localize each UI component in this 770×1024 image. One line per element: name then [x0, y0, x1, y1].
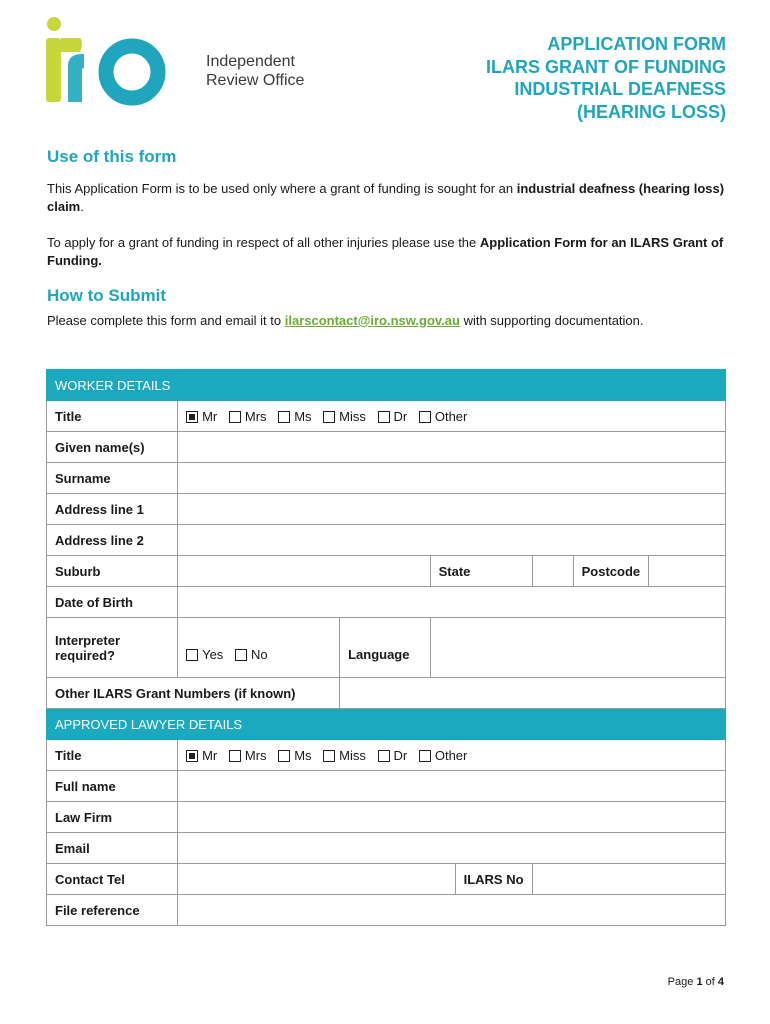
worker-title-ms-checkbox[interactable] [278, 411, 290, 423]
ilars-no-field[interactable] [532, 864, 725, 895]
surname-label: Surname [47, 463, 178, 494]
surname-row [47, 463, 726, 494]
address2-row [47, 525, 726, 556]
law-firm-field[interactable] [178, 802, 726, 833]
suburb-field[interactable] [178, 556, 431, 587]
language-field[interactable] [430, 618, 725, 678]
address1-row [47, 494, 726, 525]
application-form-table [46, 369, 726, 926]
full-name-field[interactable] [178, 771, 726, 802]
use-paragraph-2: To apply for a grant of funding in respect of all other injuries please use the Application Form for an ILARS Grant of Funding. [47, 235, 724, 268]
given-name-row [47, 432, 726, 463]
other-grants-field[interactable] [340, 678, 726, 709]
state-label: State [430, 556, 532, 587]
lawyer-title-miss-checkbox[interactable] [323, 750, 335, 762]
lawyer-title-mr-checkbox[interactable] [186, 750, 198, 762]
lawyer-title-ms-checkbox[interactable] [278, 750, 290, 762]
suburb-label: Suburb [47, 556, 178, 587]
lawyer-details-band [47, 709, 726, 740]
interpreter-yes-checkbox[interactable] [186, 649, 198, 661]
dob-row [47, 587, 726, 618]
address2-field[interactable] [178, 525, 726, 556]
lawyer-title-other-checkbox[interactable] [419, 750, 431, 762]
contact-tel-field[interactable] [178, 864, 456, 895]
given-name-label: Given name(s) [47, 432, 178, 463]
law-firm-label: Law Firm [47, 802, 178, 833]
worker-details-heading: WORKER DETAILS [47, 370, 726, 401]
lawyer-title-mrs-checkbox[interactable] [229, 750, 241, 762]
given-name-field[interactable] [178, 432, 726, 463]
worker-title-label: Title [47, 401, 178, 432]
file-ref-row [47, 895, 726, 926]
email-row [47, 833, 726, 864]
suburb-row [47, 556, 726, 587]
interpreter-no-checkbox[interactable] [235, 649, 247, 661]
worker-title-miss-checkbox[interactable] [323, 411, 335, 423]
file-ref-field[interactable] [178, 895, 726, 926]
law-firm-row [47, 802, 726, 833]
lawyer-title-row [47, 740, 726, 771]
interpreter-label: Interpreter required? [47, 618, 178, 678]
lawyer-title-dr-checkbox[interactable] [378, 750, 390, 762]
use-paragraph-1: This Application Form is to be used only where a grant of funding is sought for an industrial deafness (hearing loss) claim. [47, 181, 725, 214]
interpreter-row [47, 618, 726, 678]
language-label: Language [340, 618, 431, 678]
use-heading: Use of this form [47, 147, 177, 166]
worker-title-dr-checkbox[interactable] [378, 411, 390, 423]
address1-field[interactable] [178, 494, 726, 525]
lawyer-title-options: Mr Mrs Ms Miss Dr Other [178, 740, 726, 771]
page-number: Page 1 of 4 [667, 976, 724, 988]
submit-paragraph: Please complete this form and email it to ilarscontact@iro.nsw.gov.au with supporting documentation. [47, 313, 644, 328]
email-label: Email [47, 833, 178, 864]
contact-tel-label: Contact Tel [47, 864, 178, 895]
full-name-label: Full name [47, 771, 178, 802]
form-title: APPLICATION FORM ILARS GRANT OF FUNDING INDUSTRIAL DEAFNESS (HEARING LOSS) [486, 34, 726, 122]
email-link[interactable]: ilarscontact@iro.nsw.gov.au [284, 313, 460, 328]
surname-field[interactable] [178, 463, 726, 494]
file-ref-label: File reference [47, 895, 178, 926]
full-name-row [47, 771, 726, 802]
other-grants-label: Other ILARS Grant Numbers (if known) [47, 678, 340, 709]
worker-title-other-checkbox[interactable] [419, 411, 431, 423]
address2-label: Address line 2 [47, 525, 178, 556]
other-grants-row [47, 678, 726, 709]
dob-field[interactable] [178, 587, 726, 618]
interpreter-options: Yes No [178, 618, 340, 678]
submit-heading: How to Submit [47, 286, 166, 305]
address1-label: Address line 1 [47, 494, 178, 525]
iro-logo [44, 16, 174, 106]
lawyer-details-heading: APPROVED LAWYER DETAILS [47, 709, 726, 740]
worker-title-row [47, 401, 726, 432]
ilars-no-label: ILARS No [455, 864, 532, 895]
state-field[interactable] [532, 556, 573, 587]
email-field[interactable] [178, 833, 726, 864]
lawyer-title-label: Title [47, 740, 178, 771]
dob-label: Date of Birth [47, 587, 178, 618]
postcode-field[interactable] [649, 556, 726, 587]
worker-title-mr-checkbox[interactable] [186, 411, 198, 423]
worker-title-options: Mr Mrs Ms Miss Dr Other [178, 401, 726, 432]
logo-name: Independent Review Office [206, 53, 305, 89]
worker-title-mrs-checkbox[interactable] [229, 411, 241, 423]
worker-details-band [47, 370, 726, 401]
postcode-label: Postcode [573, 556, 649, 587]
contact-tel-row [47, 864, 726, 895]
